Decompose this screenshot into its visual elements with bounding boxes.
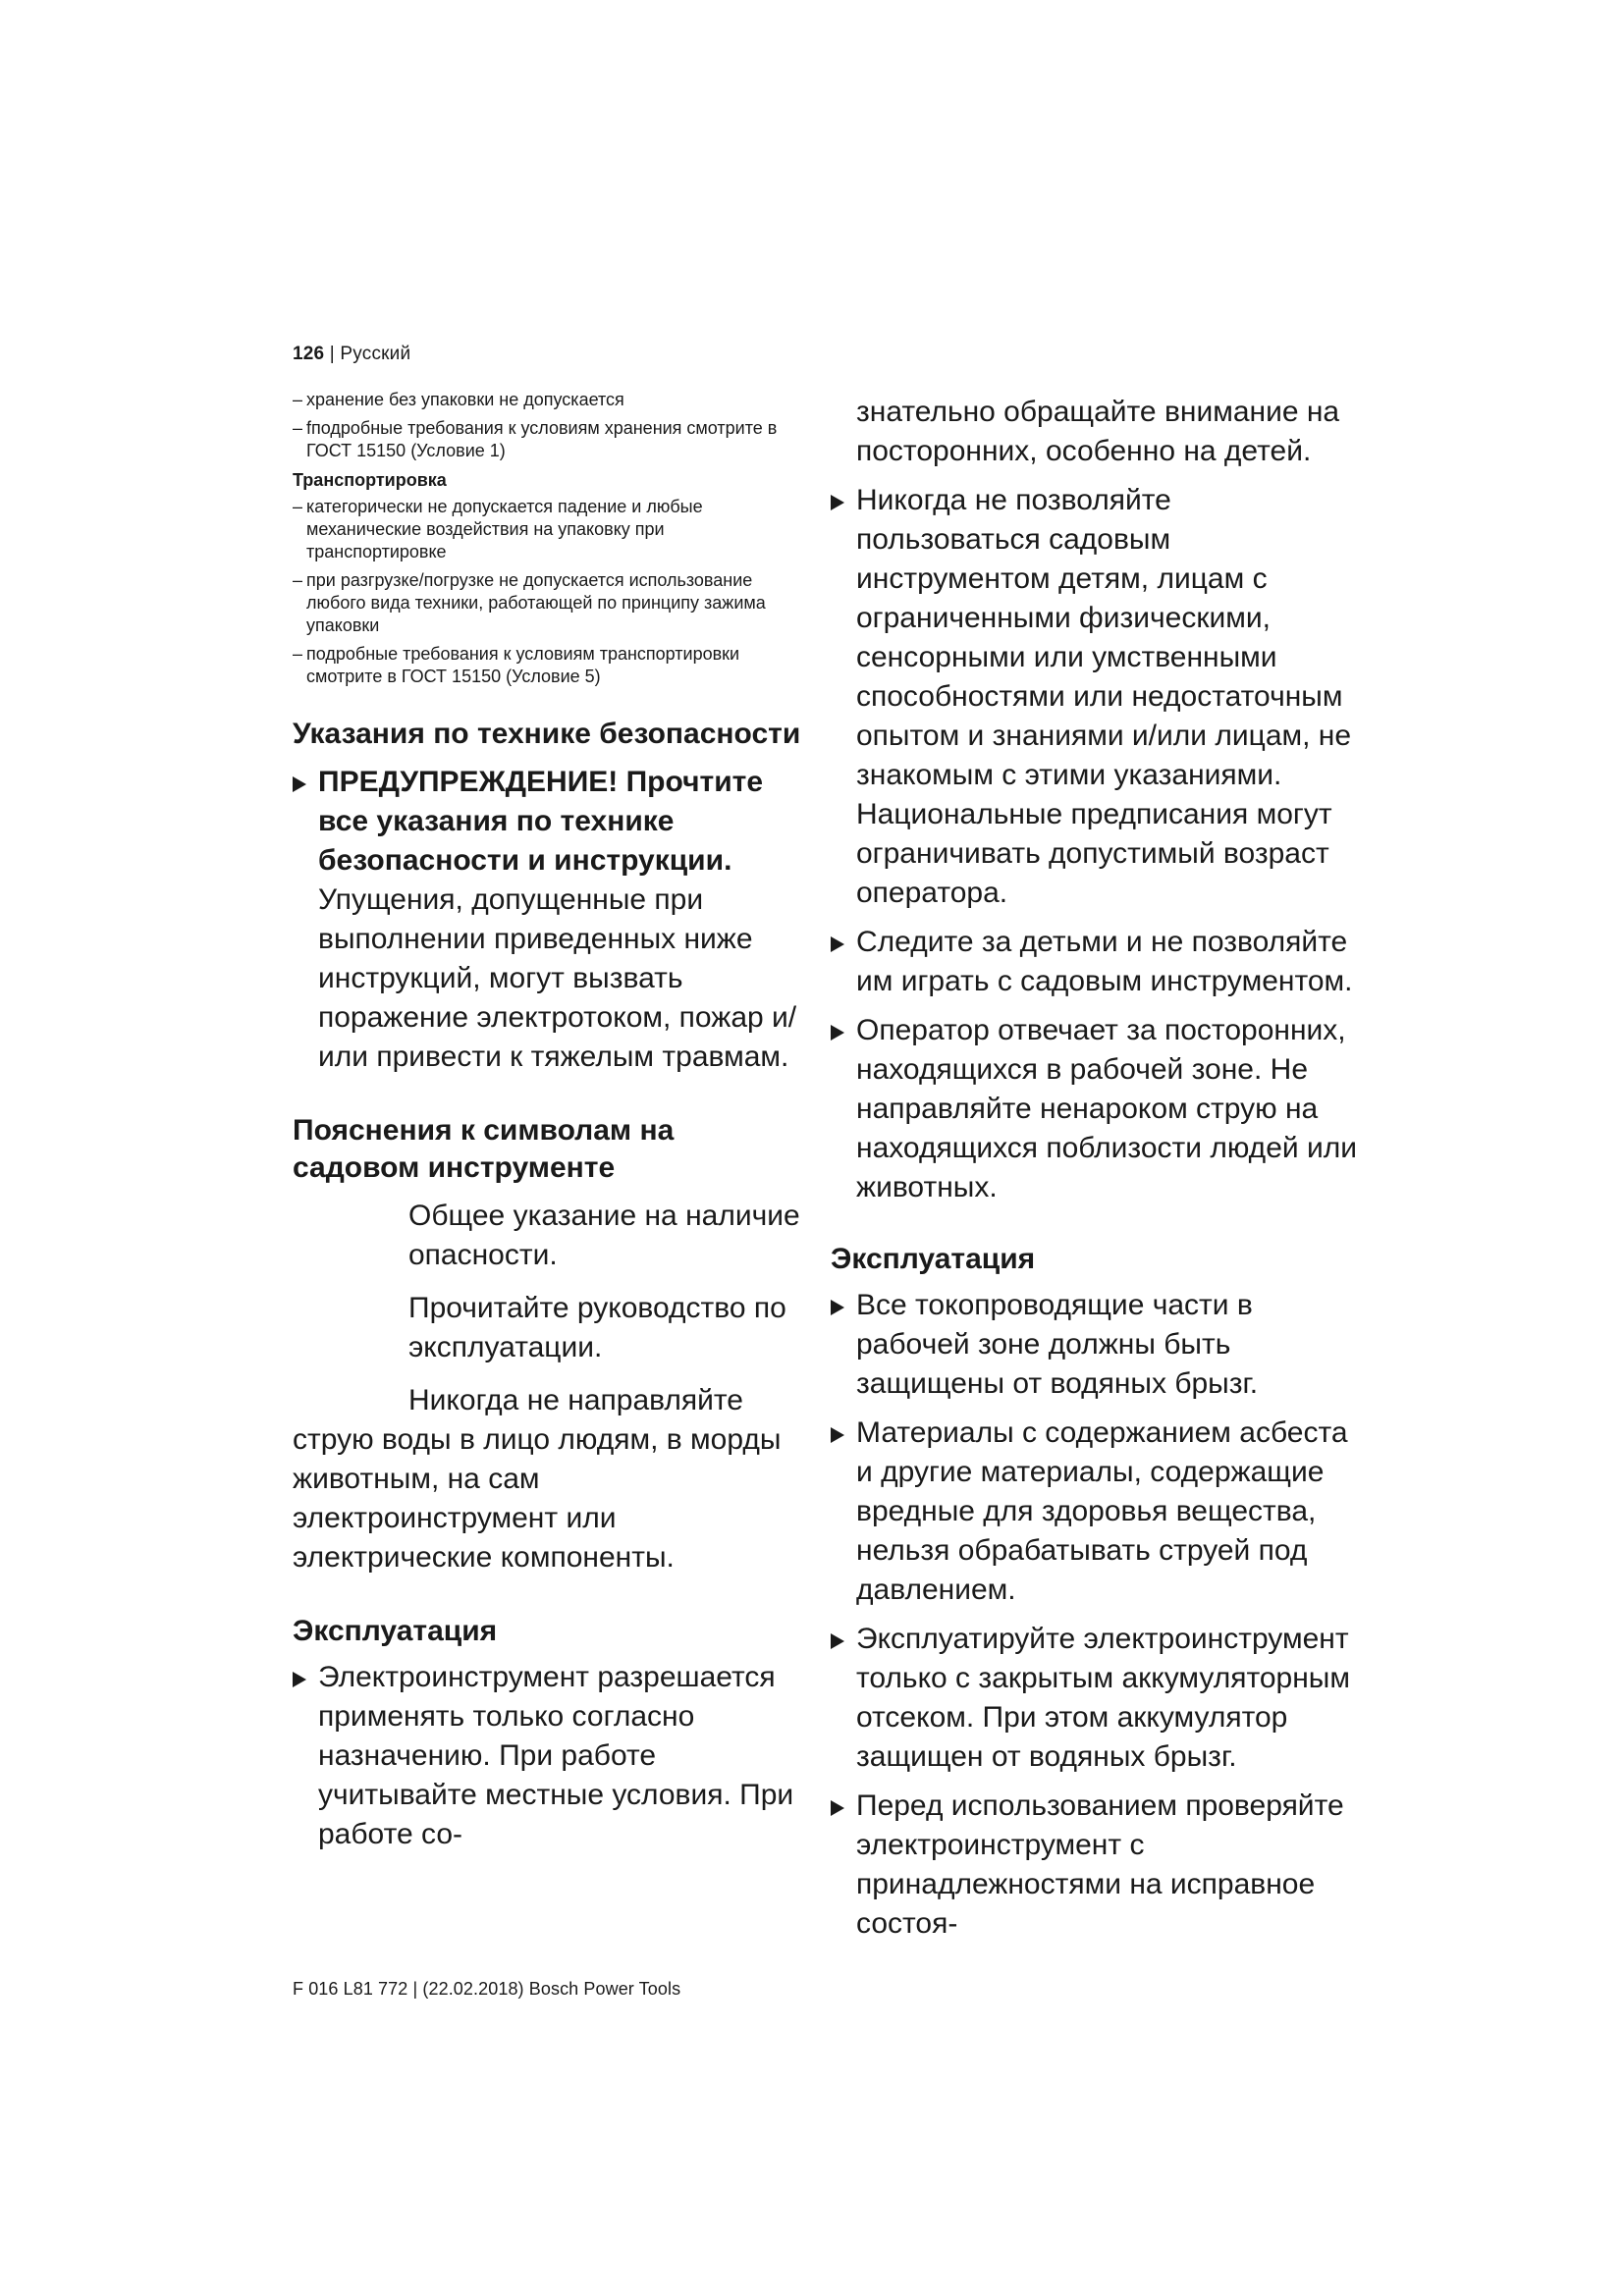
warning-body-text: Упущения, допущенные при выполнении приведенных ниже инструкций, могут вызвать поражение электротоком, пожар и/или привести к тяжелым травмам. <box>318 883 797 1073</box>
safety-bullet <box>831 481 1361 913</box>
page-header <box>293 344 410 365</box>
safety-bullet-text: Никогда не позволяйте пользоваться садовым инструментом детям, лицам с ограниченными физическими, сенсорными или умственными способностями или недостаточным опытом и знаниями и/или лицам, не знакомым с этими указаниями. Национальные предписания могут ограничивать допустимый возраст оператора. <box>856 484 1352 909</box>
transport-heading: Транспортировка <box>293 470 447 490</box>
continuation-text: знательно обращайте внимание на посторонних, особенно на детей. <box>856 396 1340 467</box>
symbol-item: Прочитайте руководство по эксплуатации. <box>408 1292 786 1363</box>
page-number: 126 <box>293 344 325 364</box>
transport-item: – подробные требования к условиям транспортировки смотрите в ГОСТ 15150 (Условие 5) <box>293 643 803 688</box>
operation-bullet <box>831 1787 1361 1944</box>
operation-bullet-text: Электроинструмент разрешается применять только согласно назначению. При работе учитывайте местные условия. При работе со- <box>318 1661 794 1850</box>
symbol-item: Никогда не направляйте струю воды в лицо людям, в морды животным, на сам электроинструмент или электрические компоненты. <box>293 1384 782 1574</box>
safety-heading: Указания по технике безопасности <box>293 718 801 750</box>
warning-bold-text: ПРЕДУПРЕЖДЕНИЕ! Прочтите все указания по технике безопасности и инструкции. <box>318 766 764 877</box>
storage-list <box>293 389 803 462</box>
page-footer: F 016 L81 772 | (22.02.2018) Bosch Power Tools <box>293 1979 681 1999</box>
bullet-triangle-icon <box>293 1672 306 1687</box>
storage-item: – хранение без упаковки не допускается <box>293 389 803 411</box>
bullet-triangle-icon <box>831 495 844 510</box>
header-separator: | <box>324 344 341 364</box>
right-column <box>831 393 1361 1944</box>
safety-bullet <box>831 1011 1361 1207</box>
symbol-item: Общее указание на наличие опасности. <box>408 1200 800 1271</box>
bullet-triangle-icon <box>831 936 844 952</box>
storage-item: – fподробные требования к условиям хранения смотрите в ГОСТ 15150 (Условие 1) <box>293 417 803 462</box>
bullet-triangle-icon <box>293 776 306 792</box>
transport-list <box>293 496 803 688</box>
safety-bullet <box>831 923 1361 1001</box>
operation-heading-right: Эксплуатация <box>831 1243 1036 1275</box>
symbols-heading: Пояснения к символам на садовом инструменте <box>293 1114 675 1184</box>
symbols-list <box>293 1197 803 1577</box>
header-language: Русский <box>340 344 411 364</box>
safety-bullet-text: Оператор отвечает за посторонних, находящихся в рабочей зоне. Не направляйте ненароком струю на находящихся поблизости людей или животных. <box>856 1014 1357 1203</box>
safety-bullet-text: Следите за детьми и не позволяйте им играть с садовым инструментом. <box>856 926 1353 997</box>
transport-item: – категорически не допускается падение и любые механические воздействия на упаковку при транспортировке <box>293 496 803 563</box>
bullet-triangle-icon <box>831 1025 844 1041</box>
operation-bullet <box>831 1414 1361 1610</box>
bullet-triangle-icon <box>831 1633 844 1649</box>
operation-bullet-text: Перед использованием проверяйте электроинструмент с принадлежностями на исправное состоя- <box>856 1789 1344 1940</box>
bullet-triangle-icon <box>831 1800 844 1816</box>
bullet-triangle-icon <box>831 1300 844 1315</box>
operation-bullet <box>831 1286 1361 1404</box>
bullet-triangle-icon <box>831 1427 844 1443</box>
left-column <box>293 389 803 1854</box>
operation-bullet-text: Материалы с содержанием асбеста и другие материалы, содержащие вредные для здоровья вещества, нельзя обрабатывать струей под давлением. <box>856 1416 1348 1606</box>
operation-bullet-text: Эксплуатируйте электроинструмент только с закрытым аккумуляторным отсеком. При этом аккумулятор защищен от водяных брызг. <box>856 1623 1350 1773</box>
operation-bullet-text: Все токопроводящие части в рабочей зоне должны быть защищены от водяных брызг. <box>856 1289 1259 1400</box>
transport-item: – при разгрузке/погрузке не допускается использование любого вида техники, работающей по принципу зажима упаковки <box>293 569 803 637</box>
operation-heading: Эксплуатация <box>293 1615 498 1647</box>
safety-warning <box>293 763 803 1077</box>
operation-bullet <box>831 1620 1361 1777</box>
operation-bullet <box>293 1658 803 1854</box>
